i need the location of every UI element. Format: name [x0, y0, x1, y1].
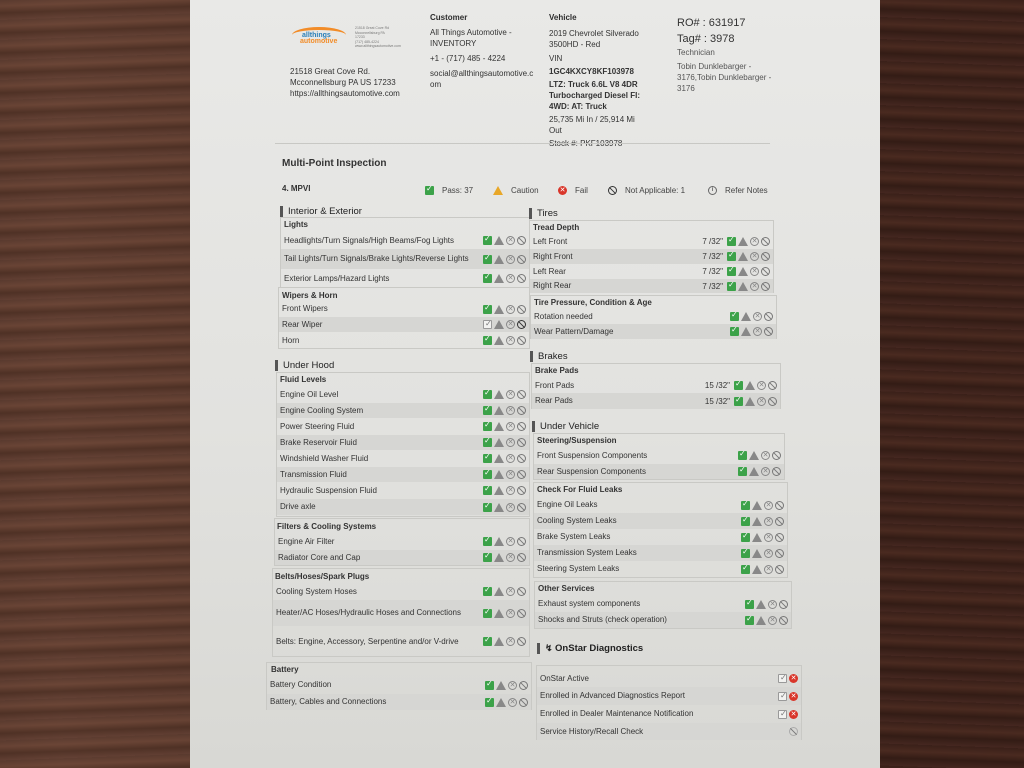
group-wipers: Wipers & Horn Front Wipers ✓ ✕ Rear Wiper ✓ ✕ Horn ✓ ✕ [278, 287, 530, 349]
desk-surface-right [874, 0, 1024, 768]
list-item: Brake Reservoir Fluid ✓ ✕ [277, 435, 529, 450]
list-item: Rear Pads 15 /32" ✓ ✕ [532, 393, 780, 409]
list-item: Exterior Lamps/Hazard Lights ✓ ✕ [281, 271, 529, 286]
tag-number: Tag# : 3978 [677, 33, 735, 45]
list-item: Rotation needed ✓ ✕ [531, 309, 776, 324]
inspection-code: 4. MPVI [282, 184, 311, 193]
ro-number: RO# : 631917 [677, 17, 746, 29]
list-item: Right Front 7 /32" ✓ ✕ [530, 249, 773, 264]
onstar-icon: ↯ [545, 643, 556, 653]
list-item: Enrolled in Dealer Maintenance Notification ✓ ✕ [537, 705, 801, 723]
list-item: Engine Oil Leaks ✓ ✕ [534, 497, 787, 513]
group-fluid-leaks: Check For Fluid Leaks Engine Oil Leaks ✓ ✕ Cooling System Leaks ✓ ✕ Brake System Leaks ✓ ✕ Transmission System Leaks ✓ ✕ Steering System Leaks ✓ ✕ [533, 482, 788, 578]
legend-pass: ✓ Pass: 37 [425, 186, 473, 195]
list-item: Engine Cooling System ✓ ✕ [277, 403, 529, 418]
list-item: Cooling System Leaks ✓ ✕ [534, 513, 787, 529]
list-item: Transmission Fluid ✓ ✕ [277, 467, 529, 482]
list-item: Rear Wiper ✓ ✕ [279, 317, 529, 332]
group-filters: Filters & Cooling Systems Engine Air Filter ✓ ✕ Radiator Core and Cap ✓ ✕ [274, 518, 530, 566]
list-item: Battery, Cables and Connections ✓ ✕ [267, 694, 531, 710]
section-under-hood: Under Hood [275, 360, 334, 371]
group-fluid-levels: Fluid Levels Engine Oil Level ✓ ✕ Engine Cooling System ✓ ✕ Power Steering Fluid ✓ ✕ Brake Reservoir Fluid ✓ ✕ Windshield Washer Fluid ✓ ✕ Transmission Fluid ✓ ✕ Hydraulic Suspension Fluid ✓ ✕ Drive axle ✓ ✕ [276, 372, 530, 517]
legend-refer: i Refer Notes [708, 186, 768, 195]
list-item: Front Suspension Components ✓ ✕ [534, 448, 784, 463]
section-interior-exterior: Interior & Exterior [280, 206, 362, 217]
list-item: Service History/Recall Check [537, 723, 801, 740]
group-steering: Steering/Suspension Front Suspension Components ✓ ✕ Rear Suspension Components ✓ ✕ [533, 433, 785, 480]
vehicle-block: Vehicle 2019 Chevrolet Silverado 3500HD - Red VIN 1GC4KXCY8KF103978 LTZ: Truck 6.6L V8 4DR Turbocharged Diesel FI: 4WD: AT: Truck 25,735 Mi In / 25,914 Mi Out [549, 13, 640, 135]
order-block [677, 15, 746, 47]
page-title: Multi-Point Inspection [282, 158, 387, 169]
group-battery: Battery Battery Condition ✓ ✕ Battery, Cables and Connections ✓ ✕ [266, 662, 532, 710]
list-item: Left Front 7 /32" ✓ ✕ [530, 234, 773, 249]
caution-icon [493, 186, 503, 195]
group-tread-depth: Tread Depth Left Front 7 /32" ✓ ✕ Right Front 7 /32" ✓ ✕ Left Rear 7 /32" ✓ ✕ Right Rear 7 /32" ✓ ✕ [529, 220, 774, 293]
list-item: Belts: Engine, Accessory, Serpentine and/or V-drive ✓ ✕ [273, 628, 529, 655]
list-item: Front Wipers ✓ ✕ [279, 302, 529, 316]
list-item: Hydraulic Suspension Fluid ✓ ✕ [277, 483, 529, 498]
list-item: Left Rear 7 /32" ✓ ✕ [530, 264, 773, 279]
list-item: Steering System Leaks ✓ ✕ [534, 561, 787, 577]
legend-na: Not Applicable: 1 [608, 186, 685, 195]
dealer-address: 21518 Great Cove Rd. Mcconnellsburg PA US 17233 https://allthingsautomotive.com [290, 67, 400, 98]
list-item: Wear Pattern/Damage ✓ ✕ [531, 324, 776, 339]
list-item: Battery Condition ✓ ✕ [267, 677, 531, 693]
list-item: Right Rear 7 /32" ✓ ✕ [530, 279, 773, 293]
list-item: Power Steering Fluid ✓ ✕ [277, 419, 529, 434]
not-applicable-icon [608, 186, 617, 195]
legend-fail: ✕ Fail [559, 186, 588, 195]
fail-icon: ✕ [559, 187, 566, 194]
list-item: Heater/AC Hoses/Hydraulic Hoses and Connections ✓ ✕ [273, 600, 529, 626]
list-item: Tail Lights/Turn Signals/Brake Lights/Reverse Lights ✓ ✕ [281, 249, 529, 269]
list-item: Brake System Leaks ✓ ✕ [534, 529, 787, 545]
inspection-sheet [190, 0, 880, 768]
list-item: Drive axle ✓ ✕ [277, 499, 529, 515]
list-item: Transmission System Leaks ✓ ✕ [534, 545, 787, 561]
list-item: Rear Suspension Components ✓ ✕ [534, 464, 784, 479]
pass-icon [425, 186, 434, 195]
info-icon: i [708, 186, 717, 195]
section-under-vehicle: Under Vehicle [532, 421, 599, 432]
list-item: Horn ✓ ✕ [279, 333, 529, 348]
list-item: Headlights/Turn Signals/High Beams/Fog Lights ✓ ✕ [281, 233, 529, 248]
customer-block: Customer All Things Automotive - INVENTORY +1 - (717) 485 - 4224 social@allthingsautomotive.c om [430, 13, 534, 89]
list-item: Enrolled in Advanced Diagnostics Report ✓ ✕ [537, 687, 801, 705]
group-tire-pressure: Tire Pressure, Condition & Age Rotation needed ✓ ✕ Wear Pattern/Damage ✓ ✕ [530, 295, 777, 339]
list-item: Shocks and Struts (check operation) ✓ ✕ [535, 612, 791, 628]
logo-fineprint: 21518 Great Cove Rd Mcconnellsburg PA 17233 (717) 485-4224 www.allthingsautomotive.com [355, 26, 401, 48]
section-onstar: ↯ OnStar Diagnostics [537, 643, 643, 654]
dealer-logo: allthings automotive [290, 25, 350, 45]
list-item: Engine Oil Level ✓ ✕ [277, 387, 529, 402]
group-brake-pads: Brake Pads Front Pads 15 /32" ✓ ✕ Rear Pads 15 /32" ✓ ✕ [531, 363, 781, 409]
list-item: OnStar Active ✓ ✕ [537, 670, 801, 687]
section-brakes: Brakes [530, 351, 568, 362]
list-item: Front Pads 15 /32" ✓ ✕ [532, 378, 780, 393]
list-item: Radiator Core and Cap ✓ ✕ [275, 550, 529, 565]
list-item: Exhaust system components ✓ ✕ [535, 596, 791, 612]
group-belts-hoses: Belts/Hoses/Spark Plugs Cooling System Hoses ✓ ✕ Heater/AC Hoses/Hydraulic Hoses and Connections ✓ ✕ Belts: Engine, Accessory, Serpentine and/or V-drive ✓ ✕ [272, 568, 530, 657]
section-tires: Tires [529, 208, 558, 219]
list-item: Cooling System Hoses ✓ ✕ [273, 584, 529, 599]
list-item: Windshield Washer Fluid ✓ ✕ [277, 451, 529, 466]
list-item: Engine Air Filter ✓ ✕ [275, 534, 529, 549]
group-onstar [536, 665, 802, 740]
group-lights: Lights Headlights/Turn Signals/High Beams/Fog Lights ✓ ✕ Tail Lights/Turn Signals/Brake Lights/Reverse Lights ✓ ✕ Exterior Lamps/Hazard Lights ✓ ✕ [280, 217, 530, 288]
desk-surface-left [0, 0, 200, 768]
legend-caution: Caution [493, 186, 539, 195]
technician-block: Technician Tobin Dunklebarger - 3176,Tobin Dunklebarger - 3176 [677, 48, 772, 93]
header-divider [275, 143, 770, 144]
group-other-services: Other Services Exhaust system components ✓ ✕ Shocks and Struts (check operation) ✓ ✕ [534, 581, 792, 629]
